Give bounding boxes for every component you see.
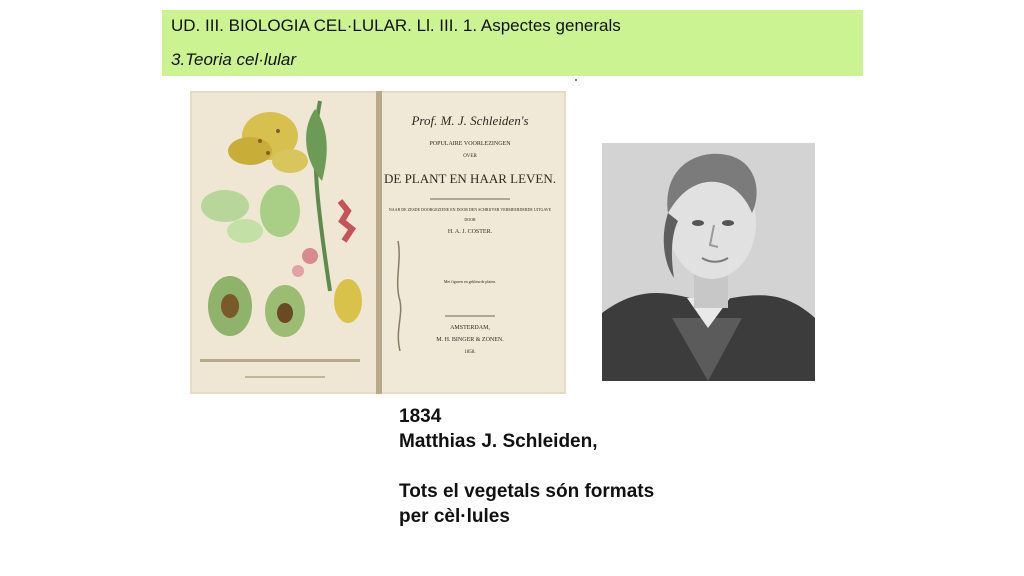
caption-statement-line2: per cèl·lules: [399, 506, 510, 527]
caption-name: Matthias J. Schleiden,: [399, 431, 598, 452]
book-line2: POPULAIRE VOORLEZINGEN: [429, 141, 511, 147]
book-line10: M. H. BINGER & ZONEN.: [436, 337, 504, 343]
book-line3: OVER: [463, 154, 477, 159]
book-line1: Prof. M. J. Schleiden's: [411, 113, 529, 128]
header-title: UD. III. BIOLOGIA CEL·LULAR. Ll. III. 1. Aspectes generals: [171, 16, 621, 35]
stray-dot: [575, 79, 577, 81]
caption-year: 1834: [399, 406, 442, 427]
book-image: [190, 91, 566, 394]
book-line9: AMSTERDAM,: [450, 325, 490, 331]
caption-statement-line1: Tots el vegetals són formats: [399, 481, 655, 502]
caption: [399, 404, 654, 529]
schleiden-portrait: [602, 143, 815, 381]
book-line4: DE PLANT EN HAAR LEVEN.: [384, 171, 556, 186]
slide-header: [162, 10, 863, 76]
book-line11: 1858.: [464, 350, 476, 355]
header-subtitle: 3.Teoria cel·lular: [171, 50, 297, 69]
book-line6: DOOR: [464, 217, 476, 222]
book-line8: Met figuren en gekleurde platen.: [443, 279, 497, 284]
book-line7: H. A. J. COSTER.: [447, 229, 493, 235]
book-line5: NAAR DE ZESDE DOORGEZIENE EN DOOR DEN SCHRIJVER VERMEERDERDE UITGAVE: [388, 207, 552, 212]
